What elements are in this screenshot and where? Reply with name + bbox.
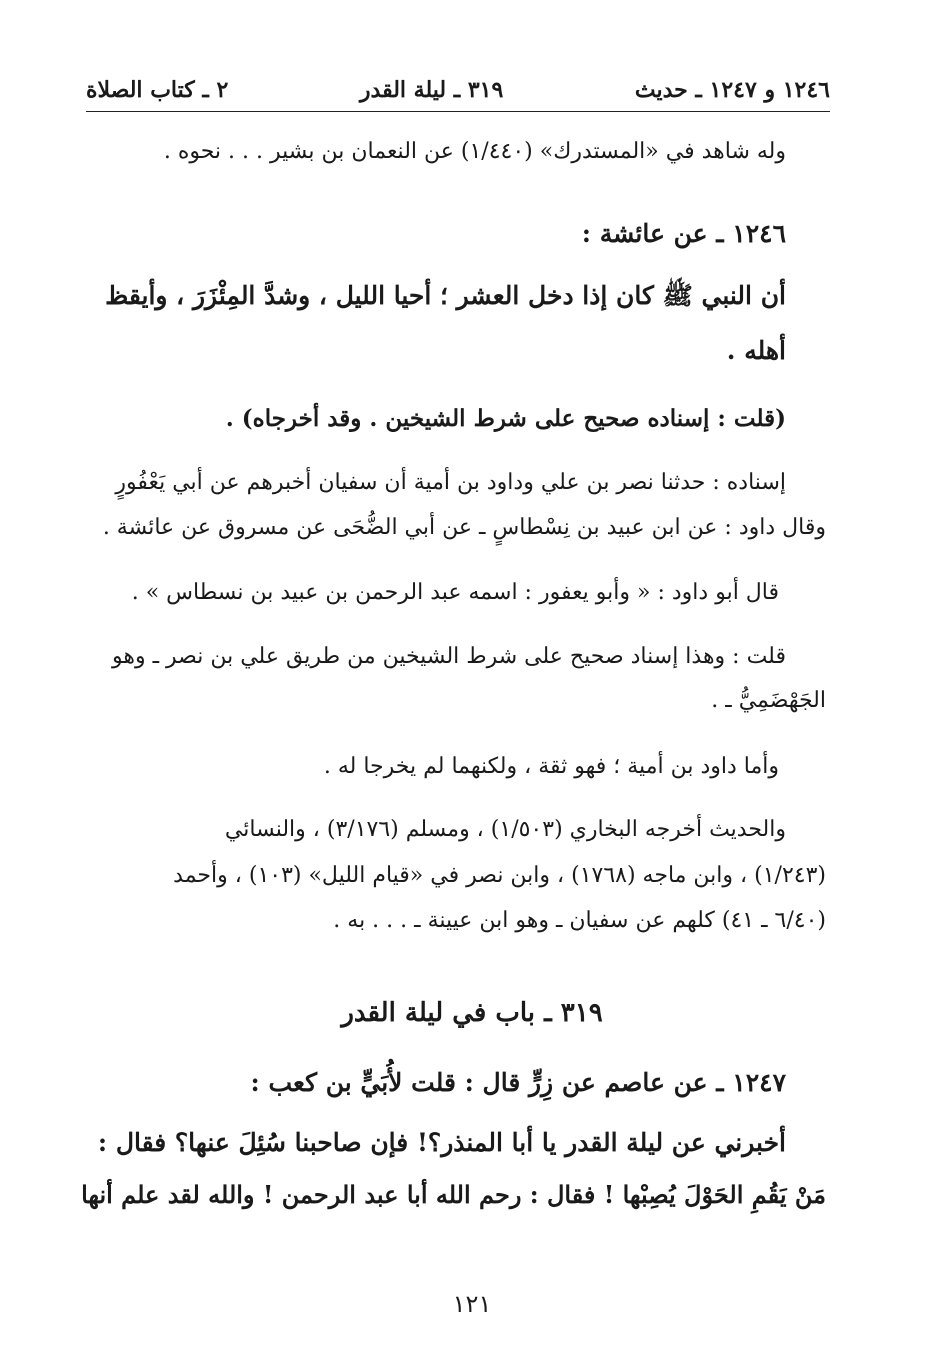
takhrij-line-1: والحديث أخرجه البخاري (١/٥٠٣) ، ومسلم (٣/١٧٦) ، والنسائي — [224, 817, 786, 842]
isnad-line-2: وقال داود : عن ابن عبيد بن نِسْطاسٍ ـ عن أبي الضُّحَى عن مسروق عن عائشة . — [102, 515, 826, 540]
grading-note: (قلت : إسناده صحيح على شرط الشيخين . وقد أخرجاه) . — [225, 405, 786, 432]
comment-line-2: الجَهْضَمِيُّ ـ . — [711, 688, 826, 713]
hadith-1246-heading: ١٢٤٦ ـ عن عائشة : — [581, 219, 786, 248]
takhrij-line-3: (٦/٤٠ ـ ٤١) كلهم عن سفيان ـ وهو ابن عيينة ـ . . . به . — [333, 908, 826, 933]
hadith-1247-text-1: أخبرني عن ليلة القدر يا أبا المنذر؟! فإن صاحبنا سُئِلَ عنها؟ فقال : — [97, 1128, 786, 1157]
hadith-1246-text-1: أن النبي ﷺ كان إذا دخل العشر ؛ أحيا الليل ، وشدَّ المِئْزَرَ ، وأيقظ — [105, 281, 786, 310]
page-number: ١٢١ — [452, 1290, 492, 1318]
running-header — [86, 70, 830, 110]
hadith-1247-text-2: مَنْ يَقُمِ الحَوْلَ يُصِبْها ! فقال : رحم الله أبا عبد الرحمن ! والله لقد علم أنها — [81, 1180, 826, 1209]
narrator-note: وأما داود بن أمية ؛ فهو ثقة ، ولكنهما لم يخرجا له . — [323, 754, 779, 779]
comment-line-1: قلت : وهذا إسناد صحيح على شرط الشيخين من طريق علي بن نصر ـ وهو — [112, 644, 786, 669]
abu-dawud-note: قال أبو داود : « وأبو يعفور : اسمه عبد الرحمن بن عبيد بن نسطاس » . — [131, 580, 779, 605]
commentary-line: وله شاهد في «المستدرك» (١/٤٤٠) عن النعمان بن بشير . . . نحوه . — [163, 139, 786, 164]
header-rule — [86, 111, 830, 112]
header-chapter: ٢ ـ كتاب الصلاة — [86, 77, 229, 103]
header-hadith-range: ١٢٤٦ و ١٢٤٧ ـ حديث — [634, 77, 830, 103]
takhrij-line-2: (١/٢٤٣) ، وابن ماجه (١٧٦٨) ، وابن نصر في «قيام الليل» (١٠٣) ، وأحمد — [173, 863, 826, 888]
hadith-1246-text-2: أهله . — [726, 336, 786, 365]
chapter-heading: ٣١٩ ـ باب في ليلة القدر — [341, 998, 603, 1028]
hadith-1247-heading: ١٢٤٧ ـ عن عاصم عن زِرٍّ قال : قلت لأُبَيٍّ بن كعب : — [250, 1068, 786, 1097]
header-section: ٣١٩ ـ ليلة القدر — [359, 77, 504, 103]
isnad-line-1: إسناده : حدثنا نصر بن علي وداود بن أمية أن سفيان أخبرهم عن أبي يَعْفُورٍ — [115, 470, 786, 495]
